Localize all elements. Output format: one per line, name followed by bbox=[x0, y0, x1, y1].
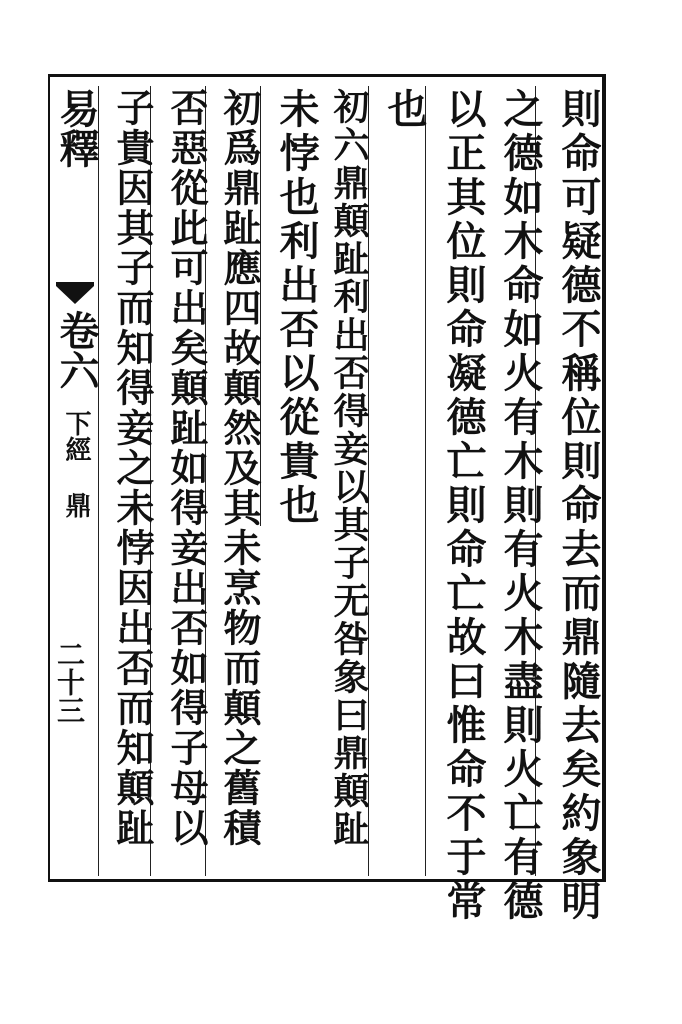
column-rule bbox=[98, 86, 99, 876]
text-column-3: 以正其位則命凝德亡則命亡故曰惟命不于常 bbox=[440, 88, 487, 924]
text-column-5: 初六鼎顛趾利出否得妾以其子无咎象曰鼎顛趾 bbox=[328, 88, 370, 848]
book-title: 易釋 bbox=[53, 88, 100, 168]
text-column-7: 初爲鼎趾應四故顛然及其未烹物而顛之舊積 bbox=[217, 88, 262, 848]
section-label: 下經 鼎 bbox=[61, 410, 91, 518]
text-column-1: 則命可疑德不稱位則命去而鼎隨去矣約象明 bbox=[555, 88, 602, 924]
text-column-2: 之德如木命如火有木則有火木盡則火亡有德 bbox=[497, 88, 544, 924]
column-rule bbox=[425, 86, 426, 876]
text-column-6: 未悖也利出否以從貴也 bbox=[273, 88, 320, 528]
fishtail-mark bbox=[56, 282, 94, 308]
text-column-9: 子貴因其子而知得妾之未悖因出否而知顛趾 bbox=[110, 88, 155, 848]
text-column-8: 否惡從此可出矣顛趾如得妾出否如得子母以 bbox=[164, 88, 209, 848]
text-column-4: 也 bbox=[381, 88, 428, 132]
volume-label: 卷六 bbox=[53, 310, 100, 390]
page-number: 二十三 bbox=[53, 640, 86, 724]
